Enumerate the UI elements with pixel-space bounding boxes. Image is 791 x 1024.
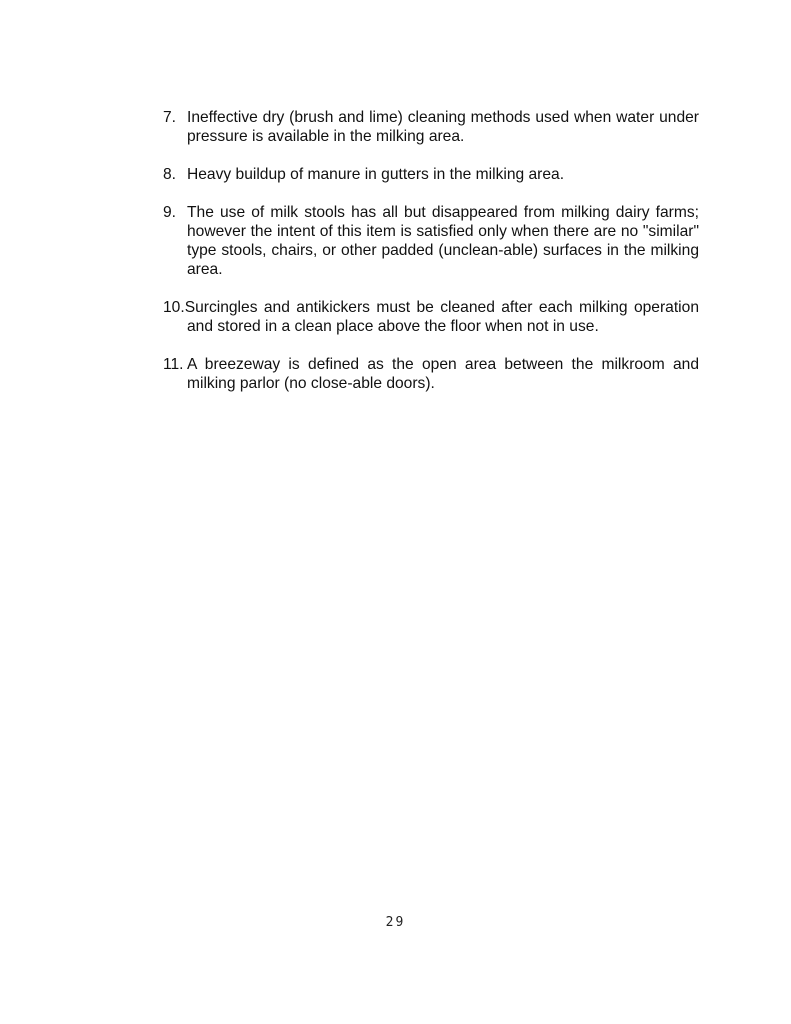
list-item-number: 11. (163, 356, 184, 373)
list-item-text: A breezeway is defined as the open area between the milkroom and milking parlor (no close-able doors). (187, 356, 699, 392)
list-item-text: Ineffective dry (brush and lime) cleaning methods used when water under pressure is available in the milking area. (187, 109, 699, 145)
list-item-number: 7. (163, 109, 177, 126)
list-item-9 (163, 203, 699, 279)
list-item-8 (163, 165, 699, 184)
list-item-11 (163, 355, 699, 393)
list-item-text: The use of milk stools has all but disappeared from milking dairy farms; however the intent of this item is satisfied only when there are no "similar" type stools, chairs, or other padded (unclean-able) surfaces in the milking area. (187, 204, 699, 278)
list-item-text: Surcingles and antikickers must be cleaned after each milking operation and stored in a clean place above the floor when not in use. (184, 299, 699, 335)
list-item-7 (163, 108, 699, 146)
list-item-number: 9. (163, 204, 177, 221)
list-item-number: 8. (163, 166, 177, 183)
list-item-text: Heavy buildup of manure in gutters in the milking area. (187, 166, 565, 183)
list-item-number: 10. (163, 299, 185, 316)
list-item-10 (163, 298, 699, 336)
page-number: 29 (385, 915, 406, 930)
numbered-list (163, 108, 699, 412)
